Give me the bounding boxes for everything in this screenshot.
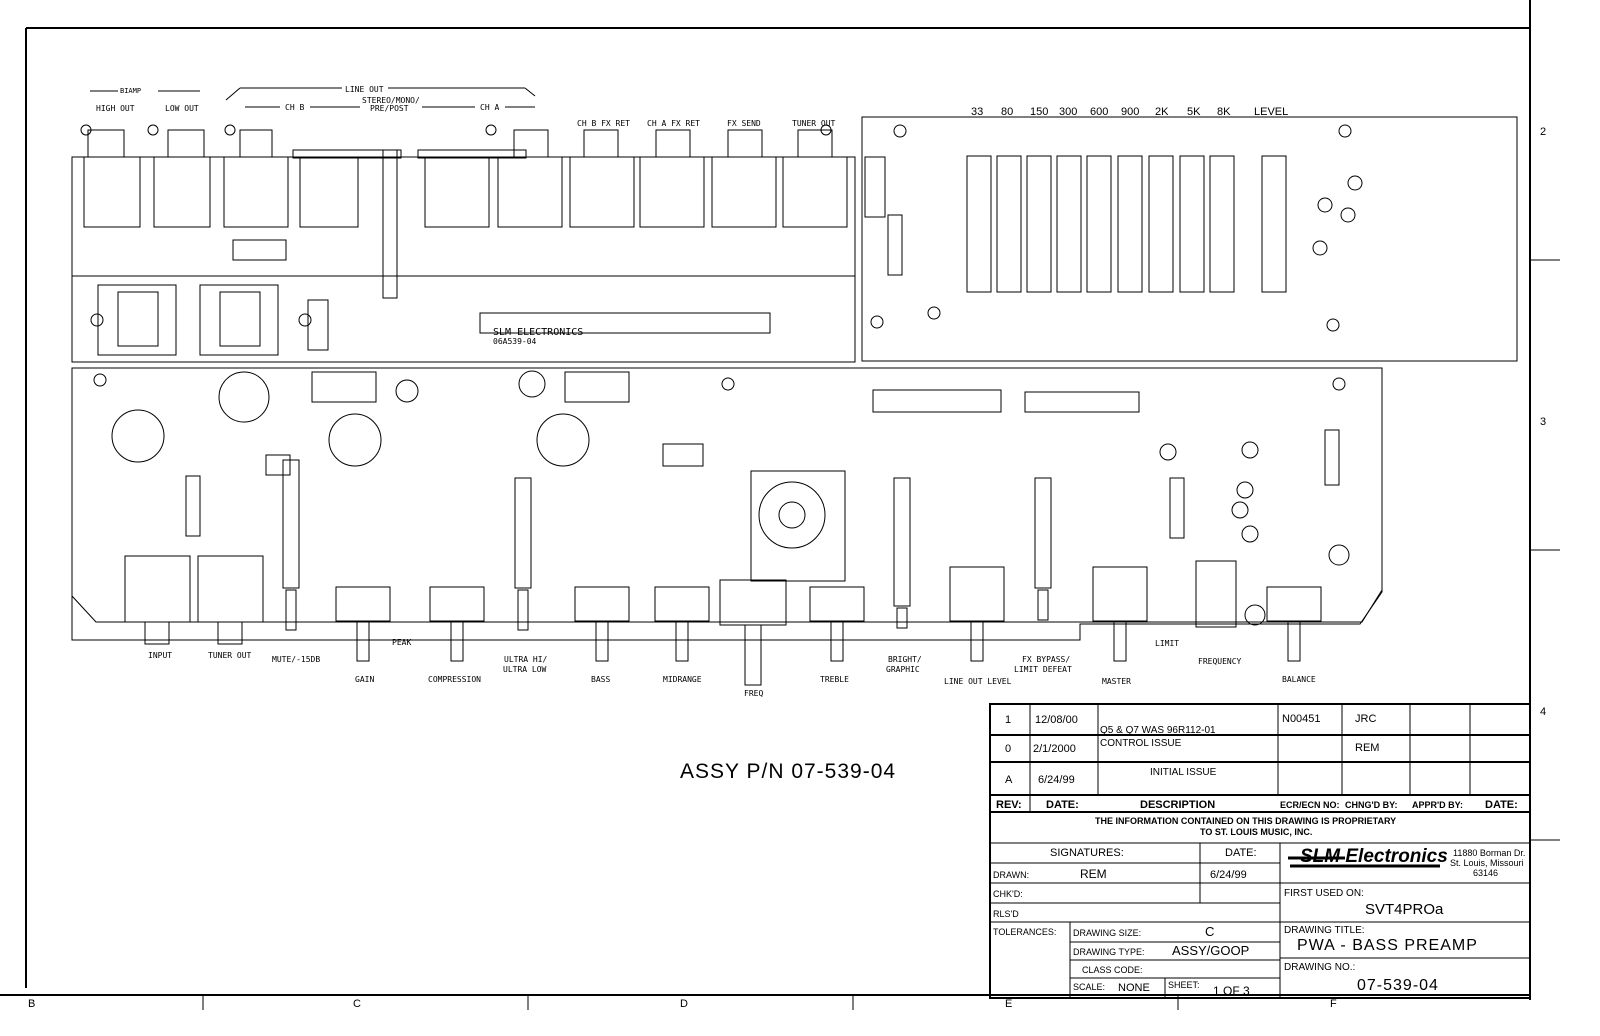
rev-header: REV: <box>996 799 1022 811</box>
line-out-label: LINE OUT <box>345 85 384 94</box>
pre-post-label: PRE/POST <box>370 104 409 113</box>
control-label-freq: FREQ <box>744 689 764 698</box>
control-label-ultra-hi: ULTRA HI/ <box>504 655 548 664</box>
zone-row-2: 2 <box>1540 126 1547 138</box>
control-label-mute: MUTE/-15DB <box>272 655 321 664</box>
ch-b-label: CH B <box>285 103 305 112</box>
company-logo <box>1288 846 1448 867</box>
control-label-gain: GAIN <box>355 675 375 684</box>
revision-row <box>1005 713 1376 736</box>
eq-band-8k: 8K <box>1217 106 1231 118</box>
address-line-3: 63146 <box>1473 868 1499 878</box>
main-board <box>72 368 1382 685</box>
first-used-value: SVT4PROa <box>1365 901 1444 918</box>
drawing-size-label: DRAWING SIZE: <box>1073 928 1142 938</box>
eq-band-5k: 5K <box>1187 106 1201 118</box>
control-label-limit: LIMIT <box>1155 639 1180 648</box>
zone-col-b: B <box>28 998 36 1010</box>
sheet-label: SHEET: <box>1168 980 1200 990</box>
rev-cell: 1 <box>1005 714 1012 726</box>
control-label-midrange: MIDRANGE <box>663 675 702 684</box>
tuner-out-label: TUNER OUT <box>792 119 836 128</box>
zone-row-3: 3 <box>1540 416 1547 428</box>
first-used-label: FIRST USED ON: <box>1284 888 1364 899</box>
chngd-by-header: CHNG'D BY: <box>1345 800 1398 810</box>
eq-band-900: 900 <box>1121 106 1140 118</box>
drawing-type-label: DRAWING TYPE: <box>1073 947 1145 957</box>
rev-ecr-cell: N00451 <box>1282 713 1321 725</box>
eq-band-150: 150 <box>1030 106 1049 118</box>
assy-part-number: ASSY P/N 07-539-04 <box>680 760 897 783</box>
description-header: DESCRIPTION <box>1140 799 1216 811</box>
proprietary-notice-1: THE INFORMATION CONTAINED ON THIS DRAWING IS PROPRIETARY <box>1095 816 1397 826</box>
control-label-tuner-out: TUNER OUT <box>208 651 252 660</box>
control-label-compression: COMPRESSION <box>428 675 481 684</box>
rev-date-cell: 2/1/2000 <box>1033 743 1076 755</box>
revision-row <box>1005 767 1217 786</box>
eq-band-33: 33 <box>971 106 984 118</box>
top-labels <box>90 85 836 128</box>
jack-board <box>72 125 855 362</box>
eq-band-80: 80 <box>1001 106 1014 118</box>
ecr-header: ECR/ECN NO: <box>1280 800 1340 810</box>
board-part: 06A539-04 <box>493 337 537 346</box>
control-label-bass: BASS <box>591 675 611 684</box>
rev-desc-cell: INITIAL ISSUE <box>1150 767 1217 778</box>
control-label-peak: PEAK <box>392 638 412 647</box>
eq-band-600: 600 <box>1090 106 1109 118</box>
high-out-label: HIGH OUT <box>96 104 135 113</box>
eq-board <box>862 117 1517 361</box>
apprd-by-header: APPR'D BY: <box>1412 800 1463 810</box>
drawing-type-value: ASSY/GOOP <box>1172 943 1250 958</box>
class-code-label: CLASS CODE: <box>1082 965 1143 975</box>
date2-header: DATE: <box>1485 799 1518 811</box>
eq-band-300: 300 <box>1059 106 1078 118</box>
drawing-title-value: PWA - BASS PREAMP <box>1297 937 1478 954</box>
rev-cell: 0 <box>1005 743 1012 755</box>
control-label-treble: TREBLE <box>820 675 849 684</box>
control-label-input: INPUT <box>148 651 173 660</box>
eq-band-level: LEVEL <box>1254 106 1289 118</box>
drawn-label: DRAWN: <box>993 870 1030 880</box>
signatures-date-label: DATE: <box>1225 847 1257 859</box>
zone-col-d: D <box>680 998 688 1010</box>
rev-chk-cell: REM <box>1355 742 1380 754</box>
zone-row-4: 4 <box>1540 706 1547 718</box>
company-logo-text: SLM Electronics <box>1300 846 1448 867</box>
drawing-number-label: DRAWING NO.: <box>1284 962 1356 973</box>
eq-band-2k: 2K <box>1155 106 1169 118</box>
ch-a-fx-ret-label: CH A FX RET <box>647 119 700 128</box>
eq-band-labels <box>971 106 1288 118</box>
tolerances-label: TOLERANCES: <box>993 927 1057 937</box>
control-label-line-out-level: LINE OUT LEVEL <box>944 677 1012 686</box>
drawing-title-label: DRAWING TITLE: <box>1284 925 1365 936</box>
revision-row <box>1005 738 1379 755</box>
zone-col-e: E <box>1005 998 1013 1010</box>
rev-chk-cell: JRC <box>1355 713 1377 725</box>
ch-a-label: CH A <box>480 103 500 112</box>
control-label-graphic: GRAPHIC <box>886 665 920 674</box>
address-line-2: St. Louis, Missouri <box>1450 858 1524 868</box>
control-label-ultra-low: ULTRA LOW <box>503 665 547 674</box>
proprietary-notice-2: TO ST. LOUIS MUSIC, INC. <box>1200 827 1313 837</box>
scale-value: NONE <box>1118 982 1150 994</box>
drawn-by: REM <box>1080 867 1107 881</box>
board-maker: SLM ELECTRONICS <box>493 327 584 338</box>
low-out-label: LOW OUT <box>165 104 199 113</box>
control-label-limit-defeat: LIMIT DEFEAT <box>1014 665 1072 674</box>
control-label-balance: BALANCE <box>1282 675 1316 684</box>
control-label-bright: BRIGHT/ <box>888 655 922 664</box>
fx-send-label: FX SEND <box>727 119 761 128</box>
zone-col-c: C <box>353 998 361 1010</box>
ch-b-fx-ret-label: CH B FX RET <box>577 119 630 128</box>
rev-desc-cell: CONTROL ISSUE <box>1100 738 1182 749</box>
control-label-master: MASTER <box>1102 677 1131 686</box>
control-label-frequency: FREQUENCY <box>1198 657 1242 666</box>
date-header: DATE: <box>1046 799 1079 811</box>
drawn-date: 6/24/99 <box>1210 869 1247 881</box>
zone-col-f: F <box>1330 998 1337 1010</box>
signatures-label: SIGNATURES: <box>1050 847 1124 859</box>
rev-cell: A <box>1005 774 1013 786</box>
drawing-number-value: 07-539-04 <box>1357 977 1439 994</box>
control-labels <box>148 638 1316 698</box>
address-line-1: 11880 Borman Dr. <box>1453 848 1526 858</box>
released-label: RLS'D <box>993 909 1019 919</box>
stereo-mono-label: STEREO/MONO/ <box>362 96 420 105</box>
rev-date-cell: 6/24/99 <box>1038 774 1075 786</box>
rev-date-cell: 12/08/00 <box>1035 714 1078 726</box>
scale-label: SCALE: <box>1073 982 1106 992</box>
control-label-fx-bypass: FX BYPASS/ <box>1022 655 1071 664</box>
drawing-size-value: C <box>1205 924 1215 939</box>
biamp-label: BIAMP <box>120 87 142 95</box>
checked-label: CHK'D: <box>993 889 1023 899</box>
rev-desc-cell: Q5 & Q7 WAS 96R112-01 <box>1100 725 1216 736</box>
sheet-value: 1 OF 3 <box>1213 984 1250 998</box>
